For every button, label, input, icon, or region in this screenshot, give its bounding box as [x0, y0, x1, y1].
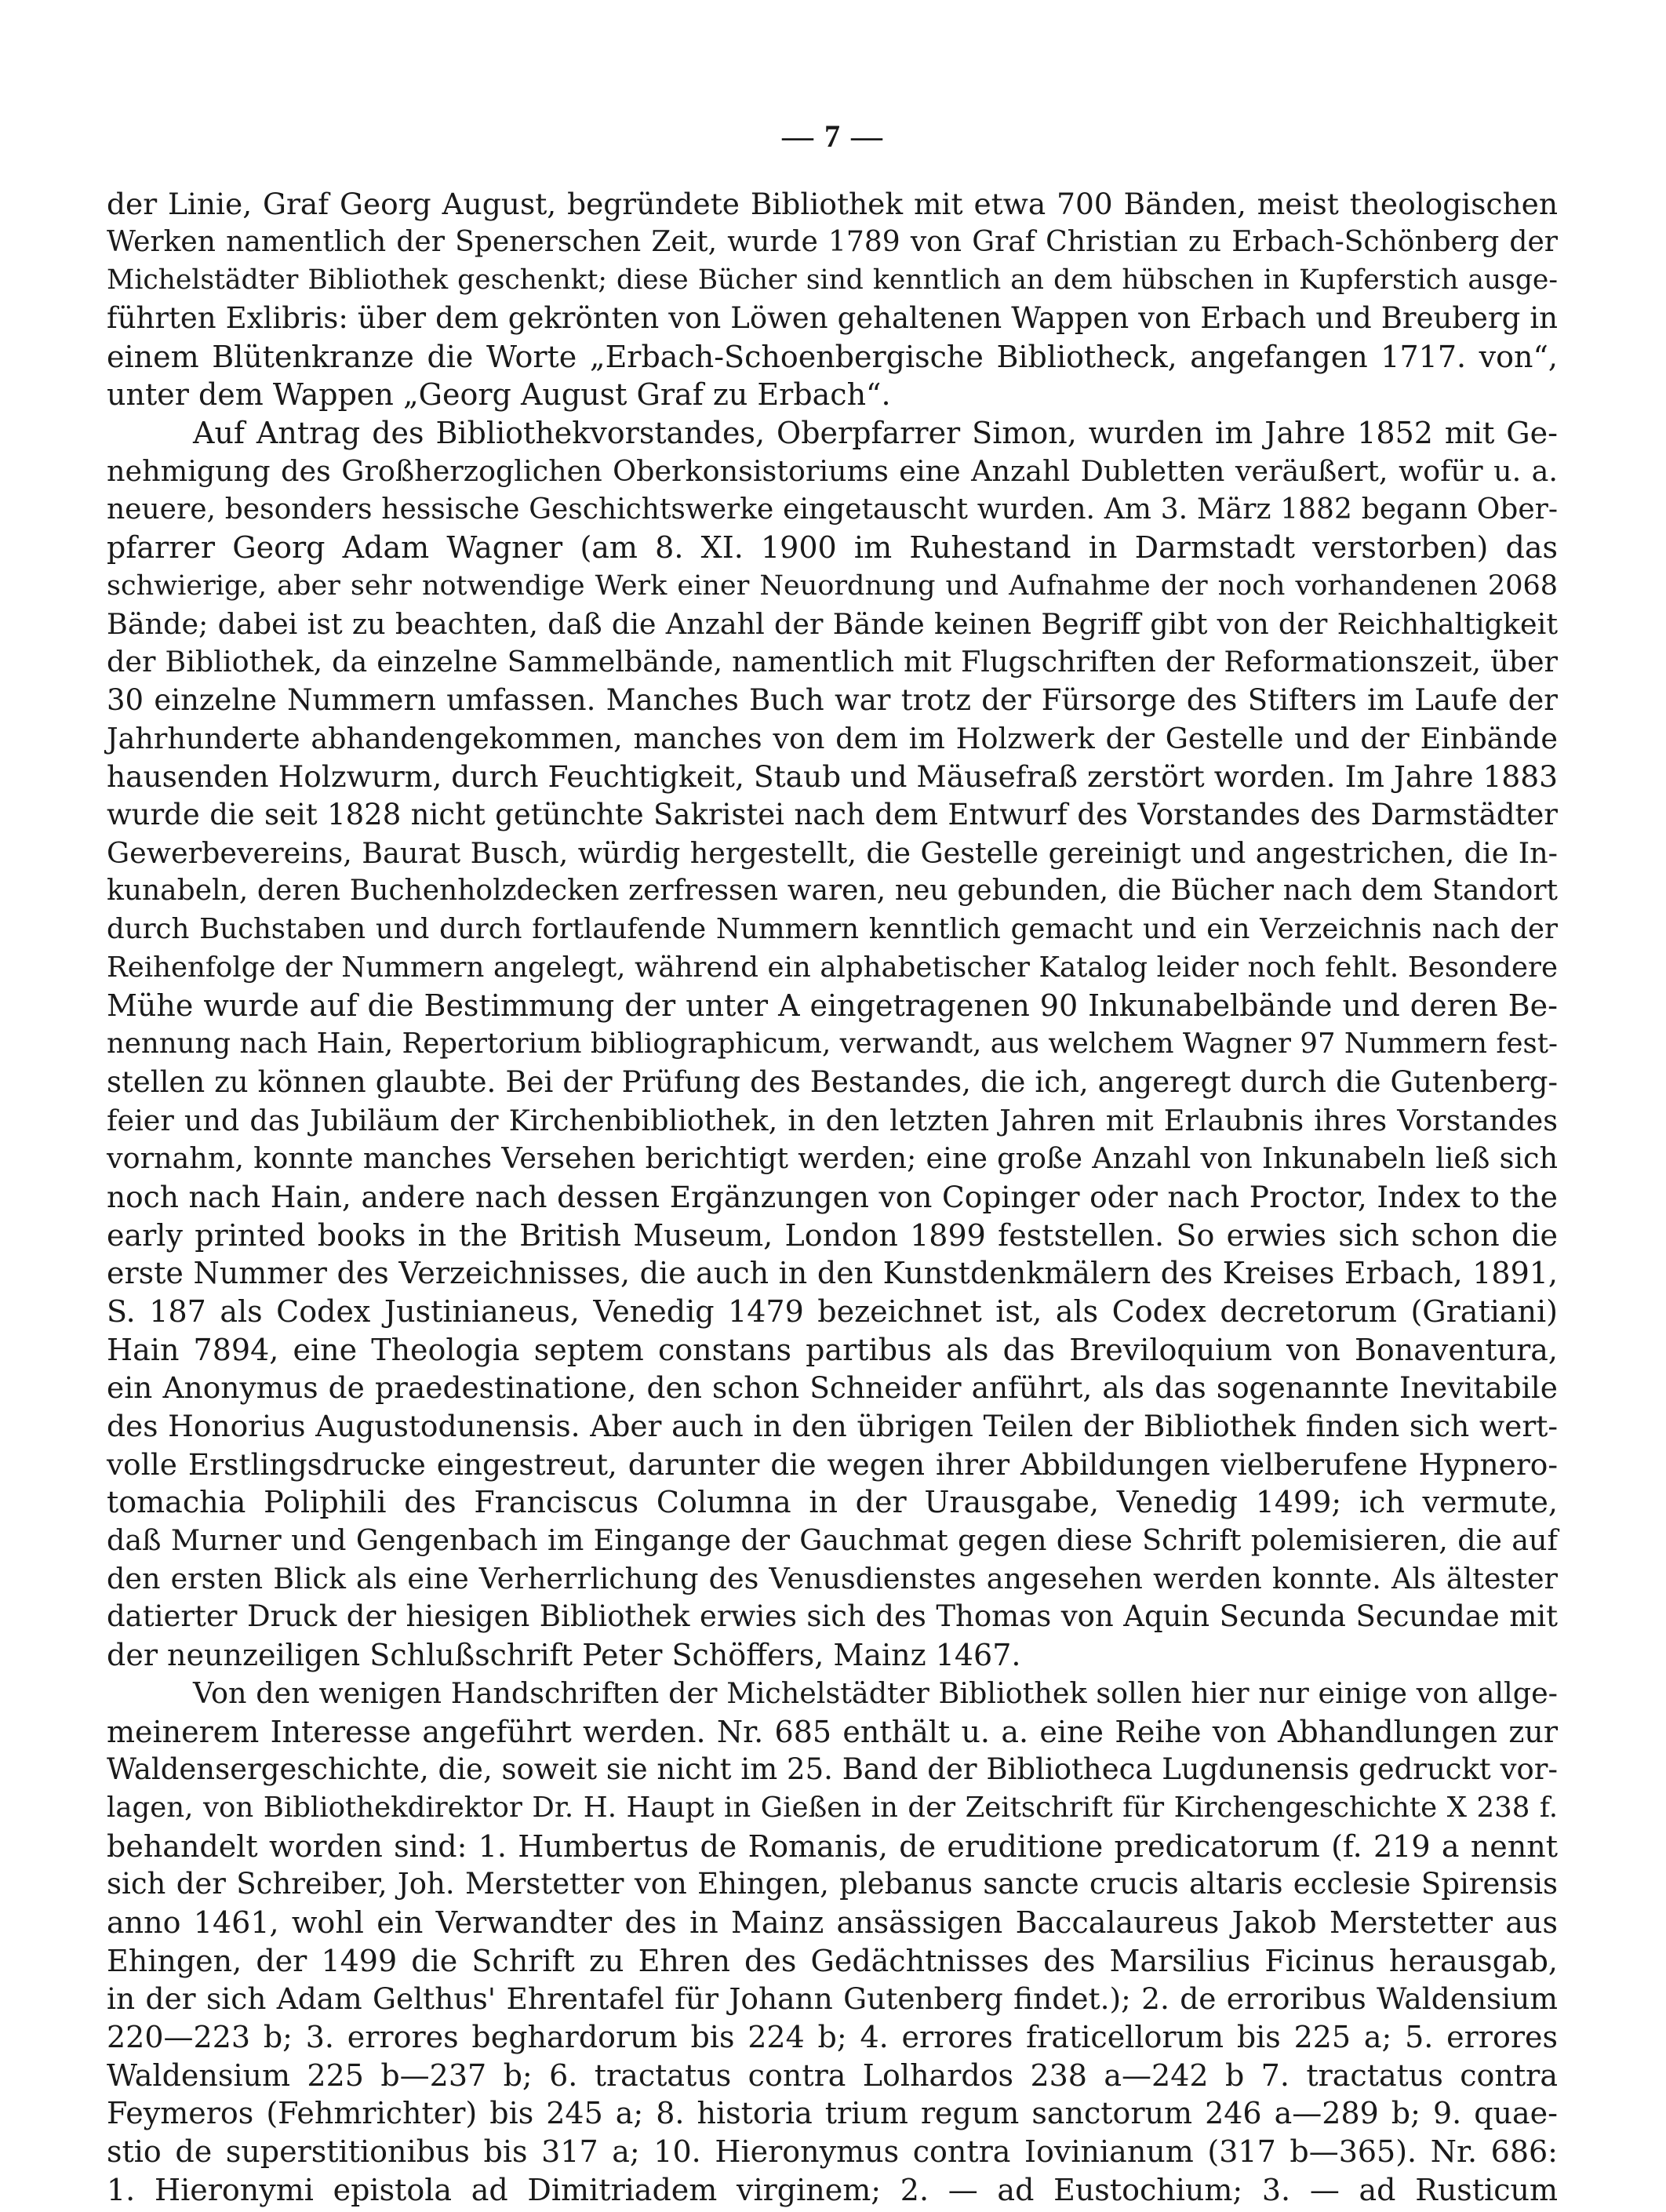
text-line: der Bibliothek, da einzelne Sammelbände, namentlich mit Flugschriften der Reformationszeit, über — [107, 645, 1558, 679]
text-line: volle Erstlingsdrucke eingestreut, darunter die wegen ihrer Abbildungen vielberufene Hypnero- — [107, 1446, 1558, 1482]
text-line: führten Exlibris: über dem gekrönten von Löwen gehaltenen Wappen von Erbach und Breuberg in — [107, 301, 1558, 336]
text-line: der neunzeiligen Schlußschrift Peter Schöffers, Mainz 1467. — [107, 1638, 1021, 1673]
text-line: Bände; dabei ist zu beachten, daß die Anzahl der Bände keinen Begriff gibt von der Reichhaltigkeit — [107, 606, 1558, 641]
text-line: Waldensium 225 b—237 b; 6. tractatus contra Lolhardos 238 a—242 b 7. tractatus contra — [107, 2057, 1558, 2093]
text-line: unter dem Wappen „Georg August Graf zu Erbach“. — [107, 377, 891, 413]
text-line: Gewerbevereins, Baurat Busch, würdig hergestellt, die Gestelle gereinigt und angestrichen, die In- — [107, 835, 1558, 870]
text-line: vornahm, konnte manches Versehen berichtigt werden; eine große Anzahl von Inkunabeln ließ sich — [107, 1141, 1558, 1176]
text-line: Ehingen, der 1499 die Schrift zu Ehren des Gedächtnisses des Marsilius Ficinus herausgab, — [107, 1943, 1558, 1978]
text-line: 1. Hieronymi epistola ad Dimitriadem virginem; 2. — ad Eustochium; 3. — ad Rusticum — [107, 2172, 1558, 2207]
body-text — [107, 185, 1558, 2209]
text-line: den ersten Blick als eine Verherrlichung des Venusdienstes angesehen werden konnte. Als ältester — [107, 1561, 1558, 1595]
text-line: Waldensergeschichte, die, soweit sie nicht im 25. Band der Bibliotheca Lugdunensis gedruckt vor- — [107, 1752, 1558, 1787]
text-line: schwierige, aber sehr notwendige Werk einer Neuordnung und Aufnahme der noch vorhandenen 2068 — [107, 569, 1558, 602]
text-line: S. 187 als Codex Justinianeus, Venedig 1479 bezeichnet ist, als Codex decretorum (Gratiani) — [107, 1293, 1558, 1329]
text-line: behandelt worden sind: 1. Humbertus de Romanis, de eruditione predicatorum (f. 219 a nennt — [107, 1828, 1558, 1864]
text-line: pfarrer Georg Adam Wagner (am 8. XI. 1900 im Ruhestand in Darmstadt verstorben) das — [107, 530, 1558, 566]
text-line: erste Nummer des Verzeichnisses, die auch in den Kunstdenkmälern des Kreises Erbach, 1891, — [107, 1256, 1558, 1291]
text-line: sich der Schreiber, Joh. Merstetter von Ehingen, plebanus sancte crucis altaris ecclesie Spirensis — [107, 1867, 1558, 1901]
text-line: stio de superstitionibus bis 317 a; 10. Hieronymus contra Iovinianum (317 b—365). Nr. 686: — [107, 2134, 1558, 2170]
text-line: stellen zu können glaubte. Bei der Prüfung des Bestandes, die ich, angeregt durch die Gutenberg- — [107, 1064, 1558, 1099]
text-line: nennung nach Hain, Repertorium bibliographicum, verwandt, aus welchem Wagner 97 Nummern fest- — [107, 1028, 1558, 1061]
text-line: tomachia Poliphili des Franciscus Columna in der Urausgabe, Venedig 1499; ich vermute, — [107, 1485, 1558, 1520]
text-line: Reihenfolge der Nummern angelegt, während ein alphabetischer Katalog leider noch fehlt. Besondere — [107, 951, 1558, 984]
text-line: 30 einzelne Nummern umfassen. Manches Buch war trotz der Fürsorge des Stifters im Laufe der — [107, 682, 1558, 717]
text-line: ein Anonymus de praedestinatione, den schon Schneider anführt, als das sogenannte Inevitabile — [107, 1370, 1558, 1406]
text-line: hausenden Holzwurm, durch Feuchtigkeit, Staub und Mäusefraß zerstört worden. Im Jahre 1883 — [107, 759, 1558, 795]
text-line: kunabeln, deren Buchenholzdecken zerfressen waren, neu gebunden, die Bücher nach dem Standort — [107, 875, 1558, 908]
text-line: Werken namentlich der Spenerschen Zeit, wurde 1789 von Graf Christian zu Erbach-Schönberg der — [107, 225, 1558, 258]
text-line: meinerem Interesse angeführt werden. Nr. 685 enthält u. a. eine Reihe von Abhandlungen zur — [107, 1714, 1558, 1749]
text-line: Mühe wurde auf die Bestimmung der unter A eingetragenen 90 Inkunabelbände und deren Be- — [107, 988, 1558, 1024]
text-line: durch Buchstaben und durch fortlaufende Nummern kenntlich gemacht und ein Verzeichnis nach der — [107, 913, 1558, 946]
text-line: Hain 7894, eine Theologia septem constans partibus als das Breviloquium von Bonaventura, — [107, 1332, 1558, 1367]
text-line: Auf Antrag des Bibliothekvorstandes, Oberpfarrer Simon, wurden im Jahre 1852 mit Ge- — [193, 416, 1558, 451]
text-line: Feymeros (Fehmrichter) bis 245 a; 8. historia trium regum sanctorum 246 a—289 b; 9. quae- — [107, 2096, 1558, 2131]
page-number: — 7 — — [782, 118, 884, 154]
text-line: wurde die seit 1828 nicht getünchte Sakristei nach dem Entwurf des Vorstandes des Darmstädter — [107, 798, 1558, 831]
text-line: der Linie, Graf Georg August, begründete Bibliothek mit etwa 700 Bänden, meist theologischen — [107, 187, 1558, 221]
text-line: lagen, von Bibliothekdirektor Dr. H. Haupt in Gießen in der Zeitschrift für Kirchengeschichte X 238 f. — [107, 1791, 1558, 1824]
text-line: des Honorius Augustodunensis. Aber auch in den übrigen Teilen der Bibliothek finden sich wert- — [107, 1409, 1558, 1443]
text-line: 220—223 b; 3. errores beghardorum bis 224 b; 4. errores fraticellorum bis 225 a; 5. errores — [107, 2020, 1558, 2054]
text-line: feier und das Jubiläum der Kirchenbibliothek, in den letzten Jahren mit Erlaubnis ihres Vorstandes — [107, 1103, 1558, 1137]
text-line: Jahrhunderte abhandengekommen, manches von dem im Holzwerk der Gestelle und der Einbände — [107, 721, 1558, 755]
text-line: early printed books in the British Museum, London 1899 feststellen. So erwies sich schon die — [107, 1217, 1558, 1253]
text-line: nehmigung des Großherzoglichen Oberkonsistoriums eine Anzahl Dubletten veräußert, wofür u. a. — [107, 453, 1558, 488]
text-line: datierter Druck der hiesigen Bibliothek erwies sich des Thomas von Aquin Secunda Secundae mit — [107, 1599, 1558, 1634]
text-line: einem Blütenkranze die Worte „Erbach-Schoenbergische Bibliotheck, angefangen 1717. von“, — [107, 339, 1558, 374]
text-line: Michelstädter Bibliothek geschenkt; diese Bücher sind kenntlich an dem hübschen in Kupferstich ausge- — [107, 264, 1558, 297]
text-line: neuere, besonders hessische Geschichtswerke eingetauscht wurden. Am 3. März 1882 begann Ober- — [107, 493, 1558, 526]
text-line: in der sich Adam Gelthus' Ehrentafel für Johann Gutenberg findet.); 2. de erroribus Waldensium — [107, 1981, 1558, 2017]
text-line: Von den wenigen Handschriften der Michelstädter Bibliothek sollen hier nur einige von allge- — [193, 1675, 1558, 1710]
text-line: anno 1461, wohl ein Verwandter des in Mainz ansässigen Baccalaureus Jakob Merstetter aus — [107, 1905, 1558, 1940]
text-line: daß Murner und Gengenbach im Eingange der Gauchmat gegen diese Schrift polemisieren, die auf — [107, 1523, 1558, 1558]
text-line: noch nach Hain, andere nach dessen Ergänzungen von Copinger oder nach Proctor, Index to the — [107, 1179, 1558, 1214]
